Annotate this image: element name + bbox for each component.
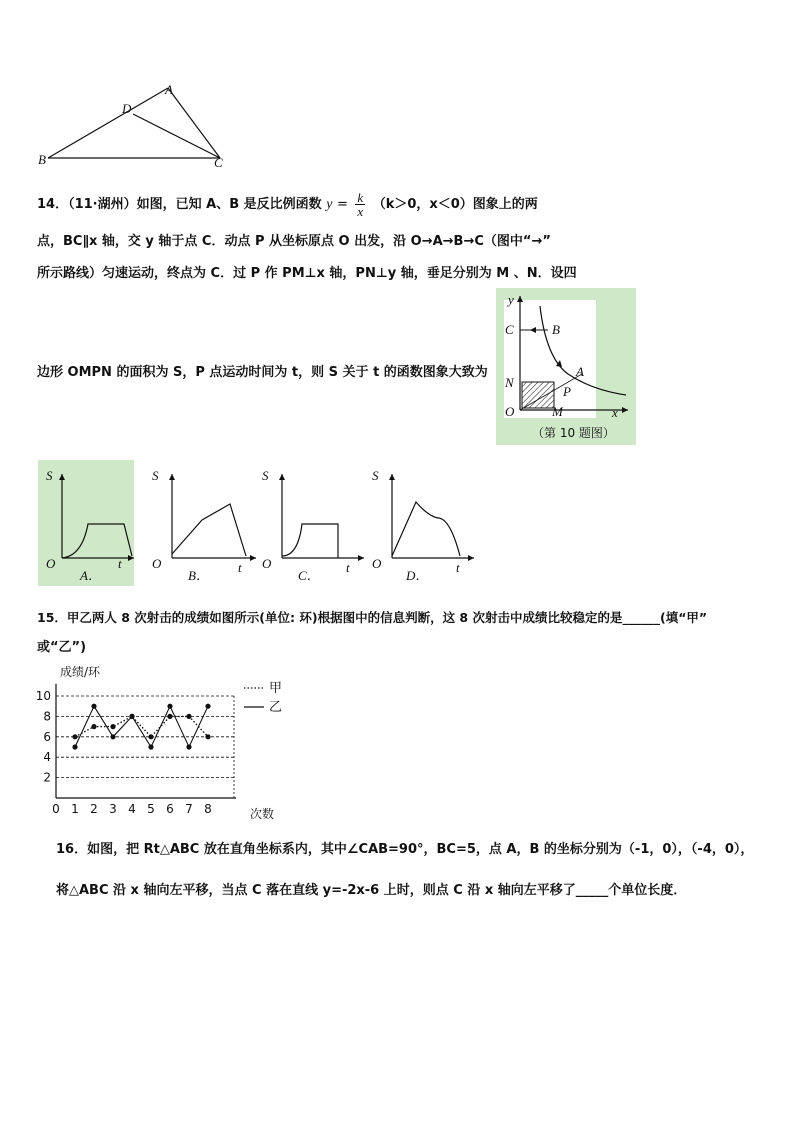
fig-m-label: M	[552, 404, 563, 419]
opt-c-t: t	[346, 560, 350, 575]
x-tick-label: 0	[52, 802, 60, 816]
x-axis-label: 次数	[250, 807, 275, 820]
label-b: B	[38, 152, 46, 167]
y-tick-label: 8	[43, 709, 51, 724]
formula-y: y	[326, 197, 333, 212]
legend-label: 甲	[269, 681, 283, 696]
y-tick-label: 2	[43, 770, 51, 785]
fig-n-label: N	[505, 375, 514, 390]
x-tick-label: 2	[90, 802, 98, 816]
q16-line2: 将△ABC 沿 x 轴向左平移，当点 C 落在直线 y=-2x-6 上时，则点 C 沿 x 轴向左平移了_____个单位长度．	[56, 883, 687, 898]
formula-fraction	[355, 191, 365, 218]
opt-d-letter: D．	[406, 568, 429, 583]
data-point	[110, 734, 115, 739]
triangle-figure	[30, 80, 250, 175]
data-point	[205, 734, 210, 739]
option-a-graph	[38, 460, 134, 586]
x-tick-label: 5	[147, 802, 155, 816]
q16-line1: 16．如图，把 Rt△ABC 放在直角坐标系内，其中∠CAB=90°，BC=5，点 A，B 的坐标分别为（-1，0），（-4，0），	[56, 842, 754, 857]
data-point	[91, 724, 96, 729]
opt-c-letter: C．	[298, 568, 320, 583]
q14-line4: 边形 OMPN 的面积为 S，P 点运动时间为 t，则 S 关于 t 的函数图象大致为	[37, 365, 488, 380]
opt-a-o: O	[46, 556, 56, 571]
x-tick-label: 3	[109, 802, 117, 816]
q15-line1: 15．甲乙两人 8 次射击的成绩如图所示(单位: 环)根据图中的信息判断，这 8 次射击中成绩比较稳定的是______(填“甲”	[37, 610, 708, 625]
label-d: D	[122, 101, 132, 116]
formula-eq: =	[336, 197, 348, 212]
q14-line1	[37, 191, 538, 218]
fig-x-label: x	[612, 405, 618, 420]
data-point	[91, 704, 96, 709]
x-tick-label: 7	[185, 802, 193, 816]
y-axis-label: 成绩/环	[60, 665, 101, 679]
opt-b-t: t	[238, 560, 242, 575]
formula-den: x	[357, 204, 364, 219]
shooting-scores-chart	[30, 660, 300, 820]
x-tick-label: 8	[204, 802, 212, 816]
fig-o-label: O	[505, 404, 515, 419]
data-point	[148, 744, 153, 749]
label-a: A	[165, 82, 173, 97]
option-c-graph	[258, 460, 368, 586]
opt-d-t: t	[456, 560, 460, 575]
data-point	[186, 744, 191, 749]
formula-num: k	[357, 190, 364, 205]
data-point	[148, 734, 153, 739]
fig-c-label: C	[505, 322, 514, 337]
q14-line1-a: 14．（11·湖州）如图，已知 A、B 是反比例函数	[37, 197, 322, 212]
legend-label: 乙	[269, 700, 283, 715]
opt-b-o: O	[152, 556, 162, 571]
data-point	[72, 734, 77, 739]
data-point	[167, 714, 172, 719]
fig-caption: （第 10 题图）	[532, 426, 615, 440]
y-tick-label: 4	[43, 750, 51, 765]
data-point	[110, 724, 115, 729]
label-c: C	[214, 155, 223, 170]
fig-b-label: B	[552, 322, 560, 337]
opt-b-s: S	[152, 468, 159, 483]
opt-a-t: t	[118, 556, 122, 571]
fig-y-label: y	[508, 292, 514, 307]
opt-c-o: O	[262, 556, 272, 571]
data-point	[167, 704, 172, 709]
opt-d-s: S	[372, 468, 379, 483]
y-tick-label: 6	[43, 729, 51, 744]
opt-b-letter: B．	[188, 568, 209, 583]
x-tick-label: 1	[71, 802, 79, 816]
data-point	[72, 744, 77, 749]
data-point	[129, 714, 134, 719]
x-tick-label: 4	[128, 802, 136, 816]
data-point	[186, 714, 191, 719]
q14-line1-b: （k＞0，x＜0）图象上的两	[372, 197, 538, 212]
opt-c-s: S	[262, 468, 269, 483]
opt-a-letter: A．	[80, 568, 101, 583]
opt-a-s: S	[46, 468, 53, 483]
opt-d-o: O	[372, 556, 382, 571]
option-b-graph	[148, 460, 260, 586]
fig-p-label: P	[563, 384, 571, 399]
option-d-graph	[368, 460, 478, 586]
q14-line3: 所示路线）匀速运动，终点为 C．过 P 作 PM⊥x 轴，PN⊥y 轴，垂足分别为 M 、N．设四	[37, 266, 577, 281]
q14-figure	[496, 288, 636, 445]
q15-line2: 或“乙”)	[37, 640, 87, 655]
fig-a-label: A	[576, 364, 584, 379]
y-tick-label: 10	[35, 689, 51, 703]
x-tick-label: 6	[166, 802, 174, 816]
q14-line2: 点，BC∥x 轴，交 y 轴于点 C．动点 P 从坐标原点 O 出发，沿 O→A→B→C（图中“→”	[37, 234, 551, 249]
data-point	[205, 704, 210, 709]
